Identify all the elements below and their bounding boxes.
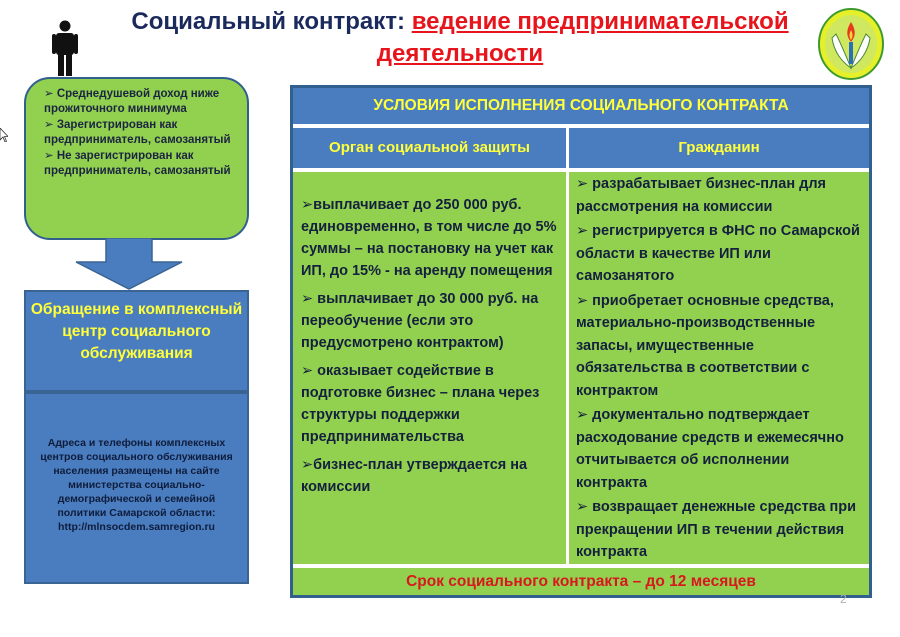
- title-highlight-line2: деятельности: [376, 40, 544, 67]
- criteria-item: ➢ Зарегистрирован как предприниматель, самозанятый: [44, 119, 231, 146]
- list-item: ➢выплачивает до 250 000 руб. единовременно, в том числе до 5% суммы – на постановку на учет как ИП, до 15% - на аренду помещения: [301, 197, 557, 279]
- list-item: ➢ возвращает денежные средства при прекращении ИП в течении действия контракта: [576, 499, 857, 560]
- eligibility-criteria-box: [24, 77, 249, 240]
- mouse-cursor-icon: [0, 128, 8, 142]
- person-icon: [52, 20, 78, 76]
- table-header: УСЛОВИЯ ИСПОЛНЕНИЯ СОЦИАЛЬНОГО КОНТРАКТА: [293, 88, 869, 124]
- contract-term-footer: Срок социального контракта – до 12 месяцев: [293, 568, 869, 595]
- list-item: ➢бизнес-план утверждается на комиссии: [301, 457, 528, 495]
- criteria-item: ➢ Среднедушевой доход ниже прожиточного минимума: [44, 88, 220, 115]
- down-arrow-icon: [74, 238, 184, 290]
- social-protection-obligations: [293, 172, 566, 564]
- citizen-obligations: [569, 172, 869, 564]
- list-item: ➢ выплачивает до 30 000 руб. на переобучение (если это предусмотрено контрактом): [301, 291, 539, 351]
- hands-flame-logo-icon: [818, 8, 884, 80]
- list-item: ➢ регистрируется в ФНС по Самарской области в качестве ИП или самозанятого: [576, 223, 860, 284]
- title-prefix: Социальный контракт:: [131, 8, 412, 35]
- column-header-social-protection: Орган социальной защиты: [293, 128, 566, 168]
- contacts-info-box: Адреса и телефоны комплексных центров социального обслуживания населения размещены на сайте министерства социально-демографической и семейной политики Самарской области: http://mlnsocdem.samregion.ru: [24, 392, 249, 584]
- column-header-citizen: Гражданин: [569, 128, 869, 168]
- criteria-item: ➢ Не зарегистрирован как предприниматель, самозанятый: [44, 150, 231, 177]
- list-item: ➢ разрабатывает бизнес-план для рассмотрения на комиссии: [576, 176, 826, 215]
- page-number: 2: [840, 592, 847, 606]
- title-highlight-line1: ведение предпринимательской: [411, 8, 789, 35]
- slide-title: [100, 6, 820, 70]
- list-item: ➢ документально подтверждает расходование средств и ежемесячно отчитывается об исполнении контракта: [576, 407, 844, 491]
- contract-conditions-table: [290, 85, 872, 598]
- application-box: Обращение в комплексный центр социального обслуживания: [24, 290, 249, 392]
- list-item: ➢ приобретает основные средства, материально-производственные запасы, имущественные обязательства в соответствии с контрактом: [576, 292, 834, 399]
- list-item: ➢ оказывает содействие в подготовке бизнес – плана через структуры поддержки предпринимательства: [301, 363, 540, 445]
